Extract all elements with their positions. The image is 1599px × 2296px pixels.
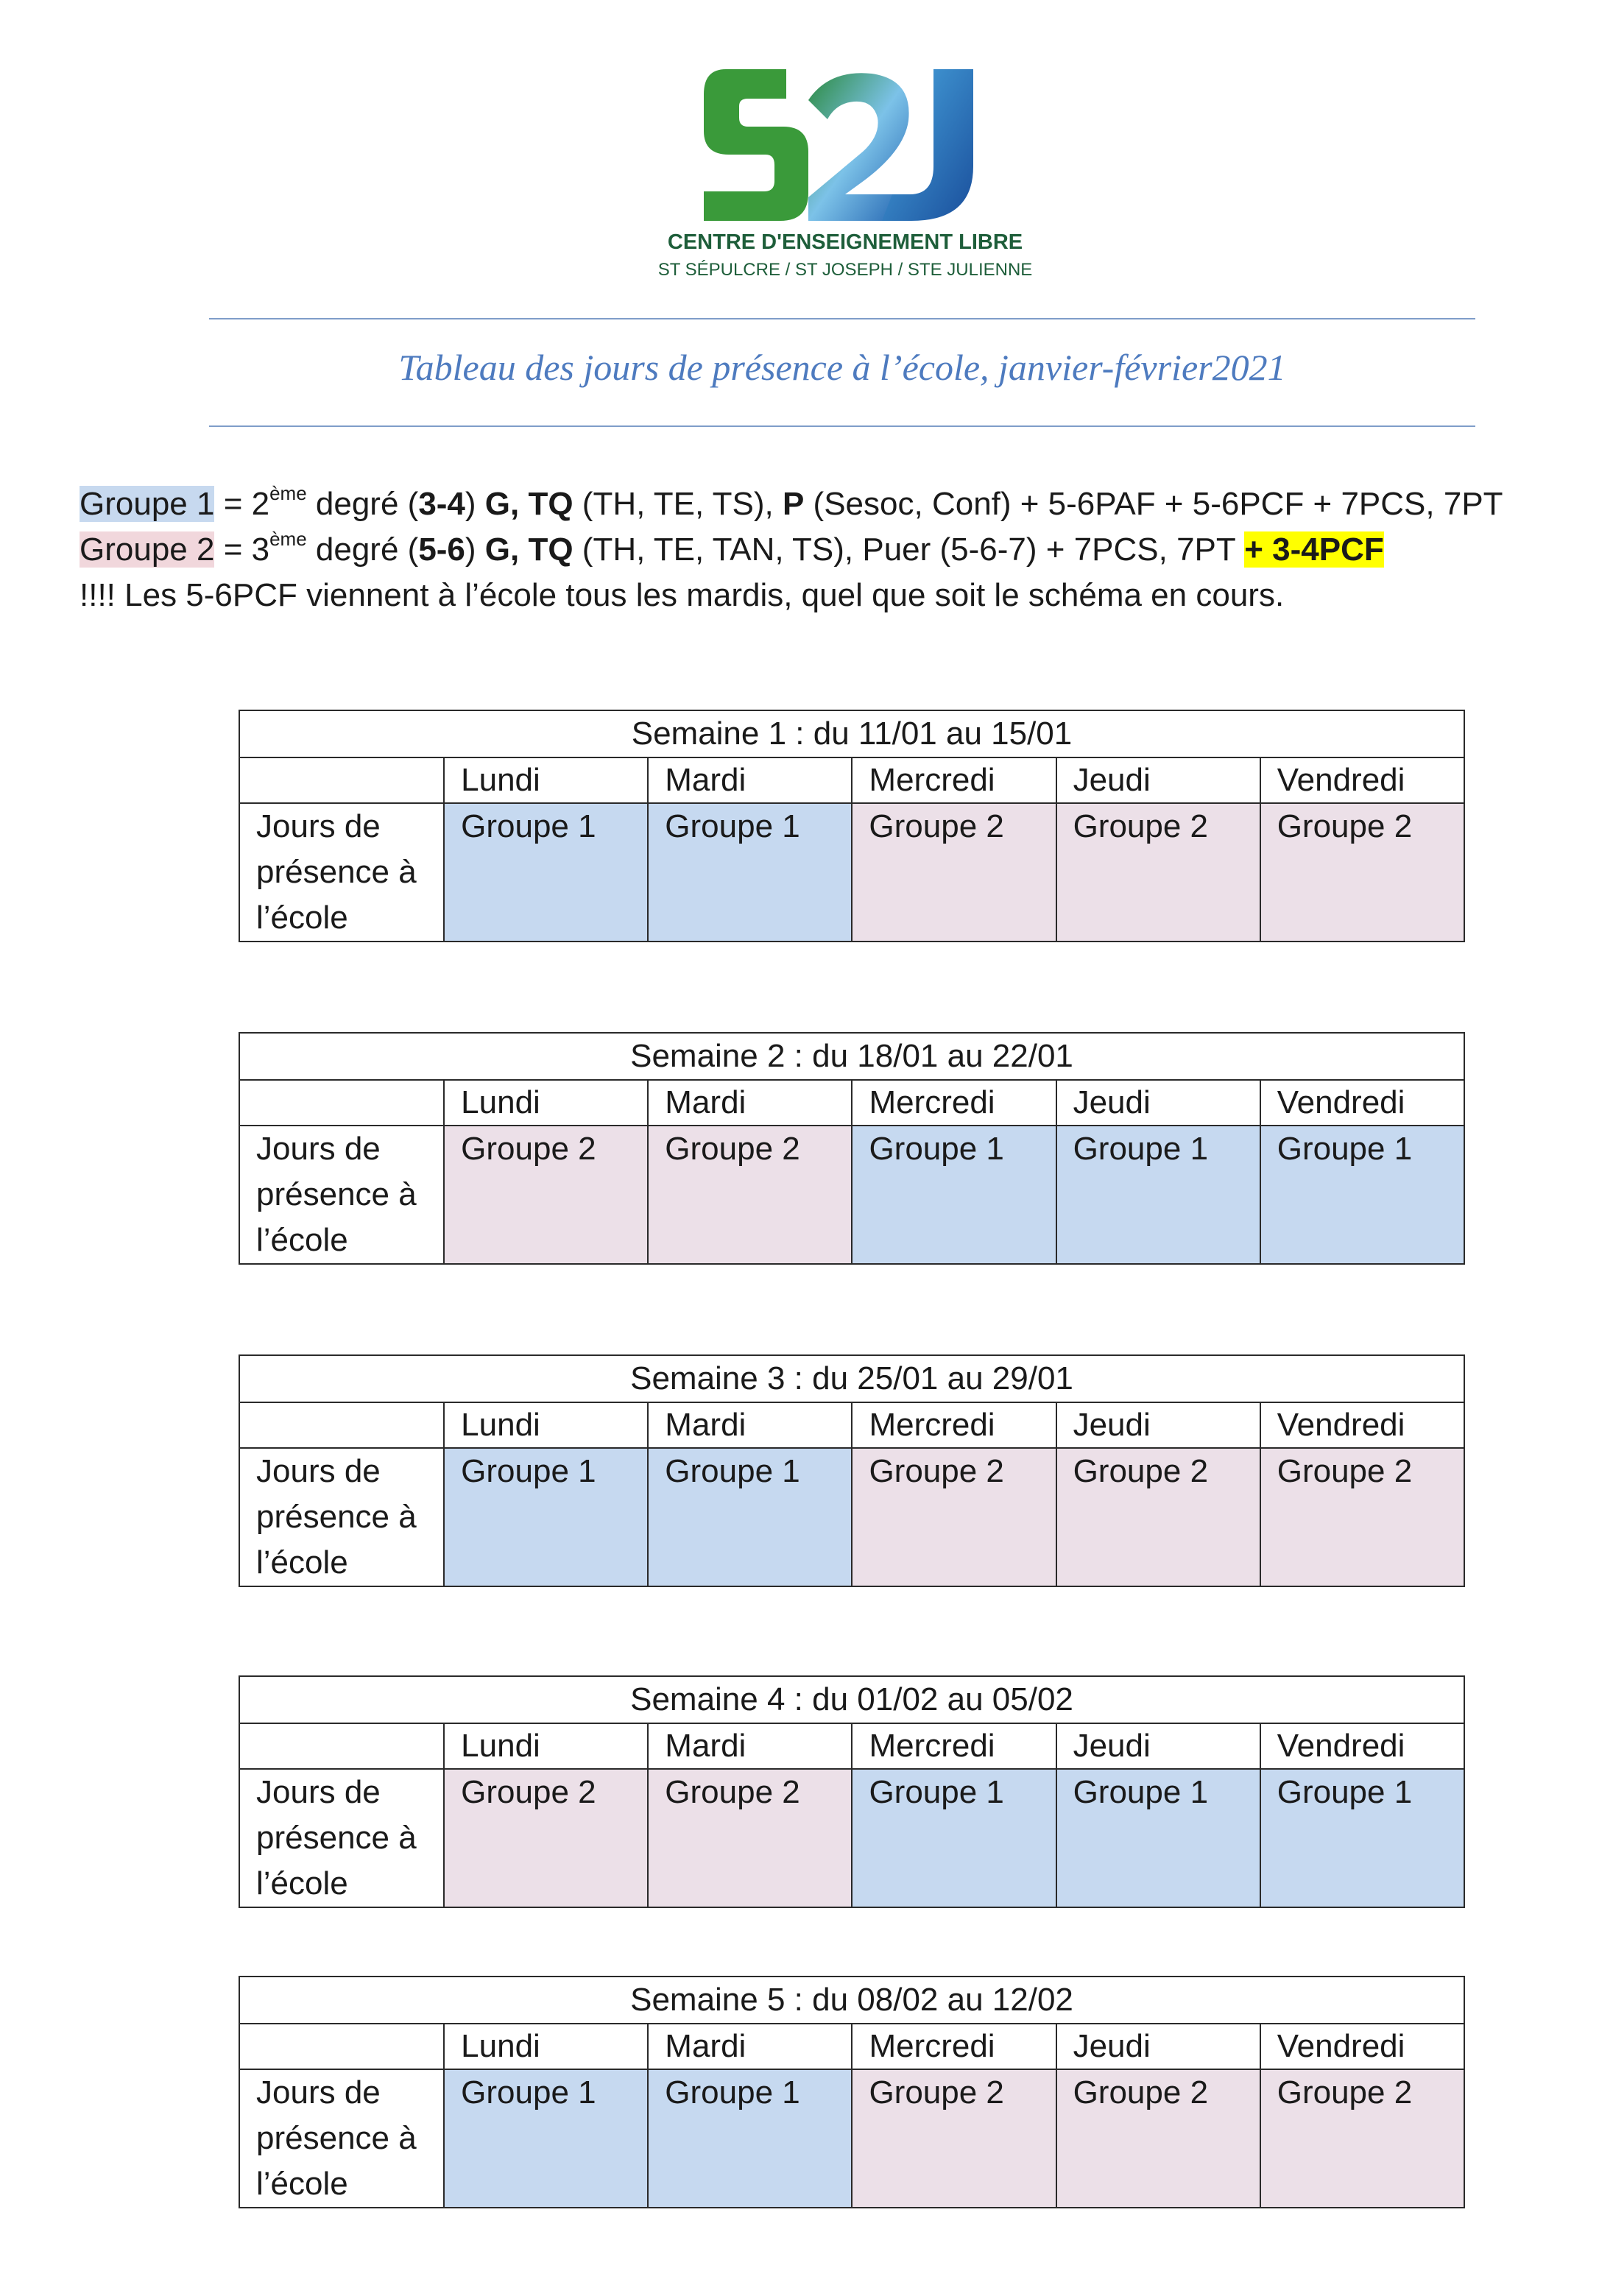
group-cell: Groupe 1 — [444, 2069, 648, 2208]
group-cell: Groupe 2 — [1056, 1448, 1260, 1586]
day-header: Mardi — [648, 2024, 852, 2069]
school-logo — [657, 63, 1033, 284]
row-label-line: l’école — [256, 1865, 348, 1901]
text: = 2 — [214, 486, 270, 522]
row-label — [239, 2069, 444, 2208]
text: degré ( — [306, 531, 419, 568]
bold-text: G, TQ — [484, 531, 573, 568]
row-label-line: présence à — [256, 1820, 417, 1856]
s2j-logo-mark — [657, 63, 1033, 284]
week-table-1 — [239, 710, 1465, 942]
logo-line2: ST SÉPULCRE / ST JOSEPH / STE JULIENNE — [657, 260, 1033, 280]
text: (Sesoc, Conf) + 5-6PAF + 5-6PCF + 7PCS, 7PT — [804, 486, 1503, 522]
document-title: Tableau des jours de présence à l’école, janvier-février2021 — [398, 347, 1286, 388]
text: (TH, TE, TAN, TS), Puer (5-6-7) + 7PCS, 7PT — [573, 531, 1245, 568]
day-header: Mardi — [648, 1080, 852, 1126]
day-header: Lundi — [444, 1723, 648, 1769]
row-label-line: présence à — [256, 2120, 417, 2156]
group-cell: Groupe 1 — [1056, 1126, 1260, 1264]
row-label-line: Jours de — [256, 1131, 381, 1167]
day-header: Vendredi — [1260, 1723, 1464, 1769]
group-cell: Groupe 2 — [1260, 1448, 1464, 1586]
group-cell: Groupe 1 — [648, 803, 852, 942]
highlighted-3-4pcf: + 3-4PCF — [1244, 531, 1384, 568]
group-cell: Groupe 1 — [648, 1448, 852, 1586]
groupe-2-definition — [80, 527, 1503, 573]
row-label-line: l’école — [256, 1544, 348, 1580]
group-cell: Groupe 1 — [444, 1448, 648, 1586]
day-header: Jeudi — [1056, 2024, 1260, 2069]
empty-corner-cell — [239, 1402, 444, 1448]
group-cell: Groupe 1 — [852, 1126, 1056, 1264]
week-title: Semaine 5 : du 08/02 au 12/02 — [239, 1977, 1464, 2024]
day-header: Mardi — [648, 757, 852, 803]
group-cell: Groupe 1 — [1260, 1769, 1464, 1907]
day-header: Mardi — [648, 1402, 852, 1448]
bold-text: 3-4 — [418, 486, 465, 522]
day-header: Mercredi — [852, 1080, 1056, 1126]
title-rule-top — [209, 318, 1475, 319]
title-rule-bottom — [209, 425, 1475, 427]
week-table-2 — [239, 1032, 1465, 1265]
bold-text: G, TQ — [484, 486, 573, 522]
day-header: Vendredi — [1260, 757, 1464, 803]
row-label — [239, 1126, 444, 1264]
day-header: Jeudi — [1056, 1723, 1260, 1769]
text: = 3 — [214, 531, 270, 568]
day-header: Mercredi — [852, 757, 1056, 803]
day-header: Mercredi — [852, 2024, 1056, 2069]
week-table-3 — [239, 1354, 1465, 1587]
group-cell: Groupe 2 — [1056, 803, 1260, 942]
groupe-1-definition — [80, 481, 1503, 527]
group-cell: Groupe 2 — [852, 803, 1056, 942]
text: (TH, TE, TS), — [573, 486, 783, 522]
day-header: Lundi — [444, 757, 648, 803]
day-header: Lundi — [444, 2024, 648, 2069]
row-label-line: Jours de — [256, 808, 381, 844]
row-label-line: l’école — [256, 1222, 348, 1258]
group-definitions — [80, 481, 1503, 618]
row-label-line: l’école — [256, 900, 348, 936]
day-header: Jeudi — [1056, 1080, 1260, 1126]
day-header: Jeudi — [1056, 757, 1260, 803]
week-title: Semaine 2 : du 18/01 au 22/01 — [239, 1033, 1464, 1080]
group-cell: Groupe 1 — [1260, 1126, 1464, 1264]
week-title: Semaine 3 : du 25/01 au 29/01 — [239, 1355, 1464, 1402]
empty-corner-cell — [239, 2024, 444, 2069]
bold-text: P — [782, 486, 805, 522]
week-title: Semaine 1 : du 11/01 au 15/01 — [239, 710, 1464, 757]
row-label-line: Jours de — [256, 1774, 381, 1810]
week-table-5 — [239, 1976, 1465, 2208]
bold-text: 5-6 — [418, 531, 465, 568]
day-header: Vendredi — [1260, 2024, 1464, 2069]
day-header: Vendredi — [1260, 1402, 1464, 1448]
group-cell: Groupe 2 — [1260, 803, 1464, 942]
group-cell: Groupe 1 — [648, 2069, 852, 2208]
day-header: Jeudi — [1056, 1402, 1260, 1448]
superscript: ème — [269, 482, 307, 505]
group-cell: Groupe 2 — [444, 1769, 648, 1907]
row-label-line: Jours de — [256, 2074, 381, 2110]
superscript: ème — [269, 528, 307, 551]
row-label-line: présence à — [256, 1499, 417, 1535]
week-table-4 — [239, 1675, 1465, 1908]
row-label-line: Jours de — [256, 1453, 381, 1489]
day-header: Lundi — [444, 1080, 648, 1126]
empty-corner-cell — [239, 1723, 444, 1769]
row-label — [239, 1769, 444, 1907]
group-cell: Groupe 2 — [1260, 2069, 1464, 2208]
day-header: Mardi — [648, 1723, 852, 1769]
day-header: Mercredi — [852, 1402, 1056, 1448]
group-cell: Groupe 1 — [852, 1769, 1056, 1907]
text: ) — [465, 486, 485, 522]
text: degré ( — [306, 486, 419, 522]
text: ) — [465, 531, 485, 568]
groupe-1-label: Groupe 1 — [80, 486, 215, 522]
logo-line1: CENTRE D'ENSEIGNEMENT LIBRE — [667, 230, 1023, 254]
row-label-line: l’école — [256, 2166, 348, 2202]
group-cell: Groupe 2 — [648, 1769, 852, 1907]
row-label-line: présence à — [256, 854, 417, 890]
week-title: Semaine 4 : du 01/02 au 05/02 — [239, 1676, 1464, 1723]
groupe-2-label: Groupe 2 — [80, 531, 215, 568]
day-header: Vendredi — [1260, 1080, 1464, 1126]
row-label — [239, 1448, 444, 1586]
empty-corner-cell — [239, 757, 444, 803]
group-cell: Groupe 2 — [444, 1126, 648, 1264]
group-cell: Groupe 2 — [648, 1126, 852, 1264]
day-header: Mercredi — [852, 1723, 1056, 1769]
row-label — [239, 803, 444, 942]
group-cell: Groupe 1 — [444, 803, 648, 942]
group-cell: Groupe 2 — [852, 2069, 1056, 2208]
row-label-line: présence à — [256, 1176, 417, 1212]
group-cell: Groupe 1 — [1056, 1769, 1260, 1907]
day-header: Lundi — [444, 1402, 648, 1448]
group-cell: Groupe 2 — [1056, 2069, 1260, 2208]
empty-corner-cell — [239, 1080, 444, 1126]
group-cell: Groupe 2 — [852, 1448, 1056, 1586]
pcf-note: !!!! Les 5-6PCF viennent à l’école tous les mardis, quel que soit le schéma en cours. — [80, 577, 1285, 613]
